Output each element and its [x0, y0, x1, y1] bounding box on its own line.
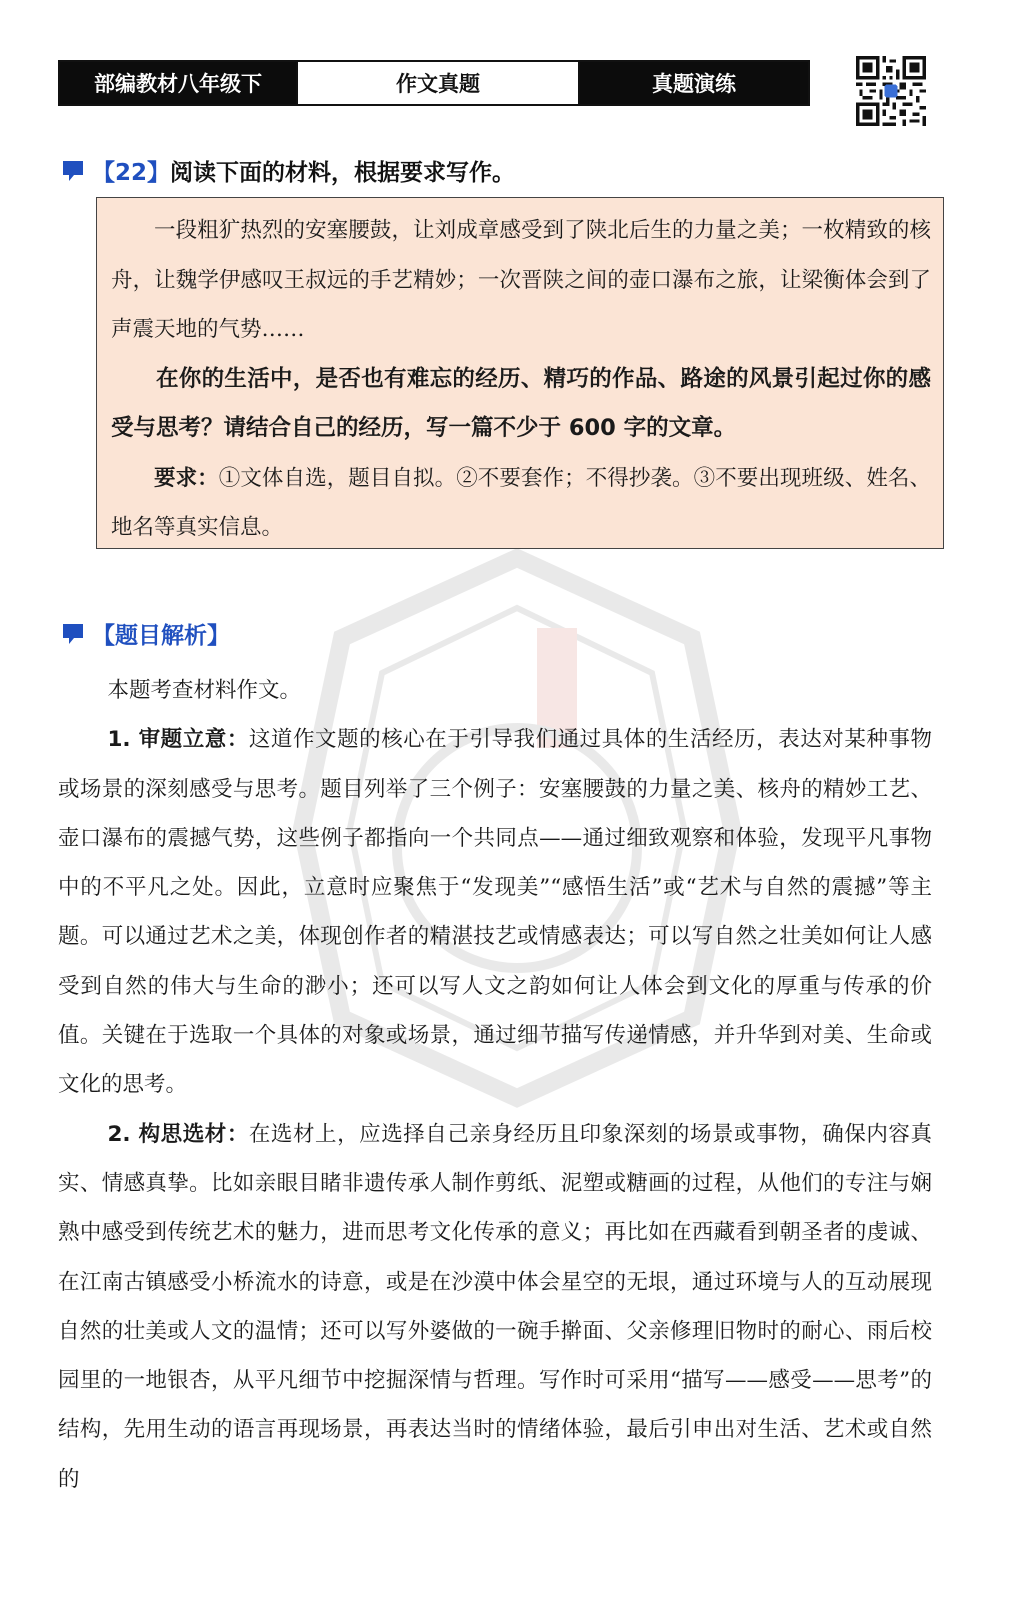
- material-task: 在你的生活中，是否也有难忘的经历、精巧的作品、路途的风景引起过你的感受与思考？请结合自己的经历，写一篇不少于 600 字的文章。: [111, 365, 931, 441]
- analysis-body: [58, 666, 932, 1504]
- point-2-label: 2. 构思选材：: [107, 1121, 249, 1147]
- point-1-text: 这道作文题的核心在于引导我们通过具体的生活经历，表达对某种事物或场景的深刻感受与思考。题目列举了三个例子：安塞腰鼓的力量之美、核舟的精妙工艺、壶口瀑布的震撼气势，这些例子都指向一个共同点——通过细致观察和体验，发现平凡事物中的不平凡之处。因此，立意时应聚焦于“发现美”“感悟生活”或“艺术与自然的震撼”等主题。可以通过艺术之美，体现创作者的精湛技艺或情感表达；可以写自然之壮美如何让人感受到自然的伟大与生命的渺小；还可以写人文之韵如何让人体会到文化的厚重与传承的价值。关键在于选取一个具体的对象或场景，通过细节描写传递情感，并升华到对美、生命或文化的思考。: [58, 727, 932, 1098]
- header-practice-label: 真题演练: [580, 62, 808, 104]
- requirements-label: 要求：: [154, 465, 219, 491]
- question-number: 【22】: [92, 160, 171, 186]
- note-flag-icon: [60, 158, 86, 184]
- material-paragraph: 一段粗犷热烈的安塞腰鼓，让刘成章感受到了陕北后生的力量之美；一枚精致的核舟，让魏学伊感叹王叔远的手艺精妙；一次晋陕之间的壶口瀑布之旅，让梁衡体会到了声震天地的气势……: [111, 218, 931, 342]
- question-prompt: 阅读下面的材料，根据要求写作。: [170, 160, 516, 186]
- question-heading: [60, 154, 515, 187]
- analysis-intro: 本题考查材料作文。: [107, 678, 301, 703]
- point-2-text: 在选材上，应选择自己亲身经历且印象深刻的场景或事物，确保内容真实、情感真挚。比如亲眼目睹非遗传承人制作剪纸、泥塑或糖画的过程，从他们的专注与娴熟中感受到传统艺术的魅力，进而思考文化传承的意义；再比如在西藏看到朝圣者的虔诚、在江南古镇感受小桥流水的诗意，或是在沙漠中体会星空的无垠，通过环境与人的互动展现自然的壮美或人文的温情；还可以写外婆做的一碗手擀面、父亲修理旧物时的耐心、雨后校园里的一地银杏，从平凡细节中挖掘深情与哲理。写作时可采用“描写——感受——思考”的结构，先用生动的语言再现场景，再表达当时的情绪体验，最后引申出对生活、艺术或自然的: [58, 1121, 932, 1492]
- analysis-heading: [60, 617, 230, 650]
- analysis-tag: 【题目解析】: [92, 623, 230, 649]
- qr-code-icon: [856, 56, 926, 126]
- point-1-label: 1. 审题立意：: [107, 727, 249, 753]
- requirements-text: ①文体自选，题目自拟。②不要套作；不得抄袭。③不要出现班级、姓名、地名等真实信息。: [111, 465, 931, 540]
- material-requirements: [111, 454, 931, 553]
- analysis-point-2: [58, 1110, 932, 1504]
- analysis-point-1: [58, 715, 932, 1109]
- header-textbook-label: 部编教材八年级下: [60, 62, 296, 104]
- note-flag-icon: [60, 621, 86, 647]
- material-box: [96, 197, 944, 549]
- header-band: [58, 60, 810, 106]
- header-section-title: 作文真题: [296, 62, 580, 104]
